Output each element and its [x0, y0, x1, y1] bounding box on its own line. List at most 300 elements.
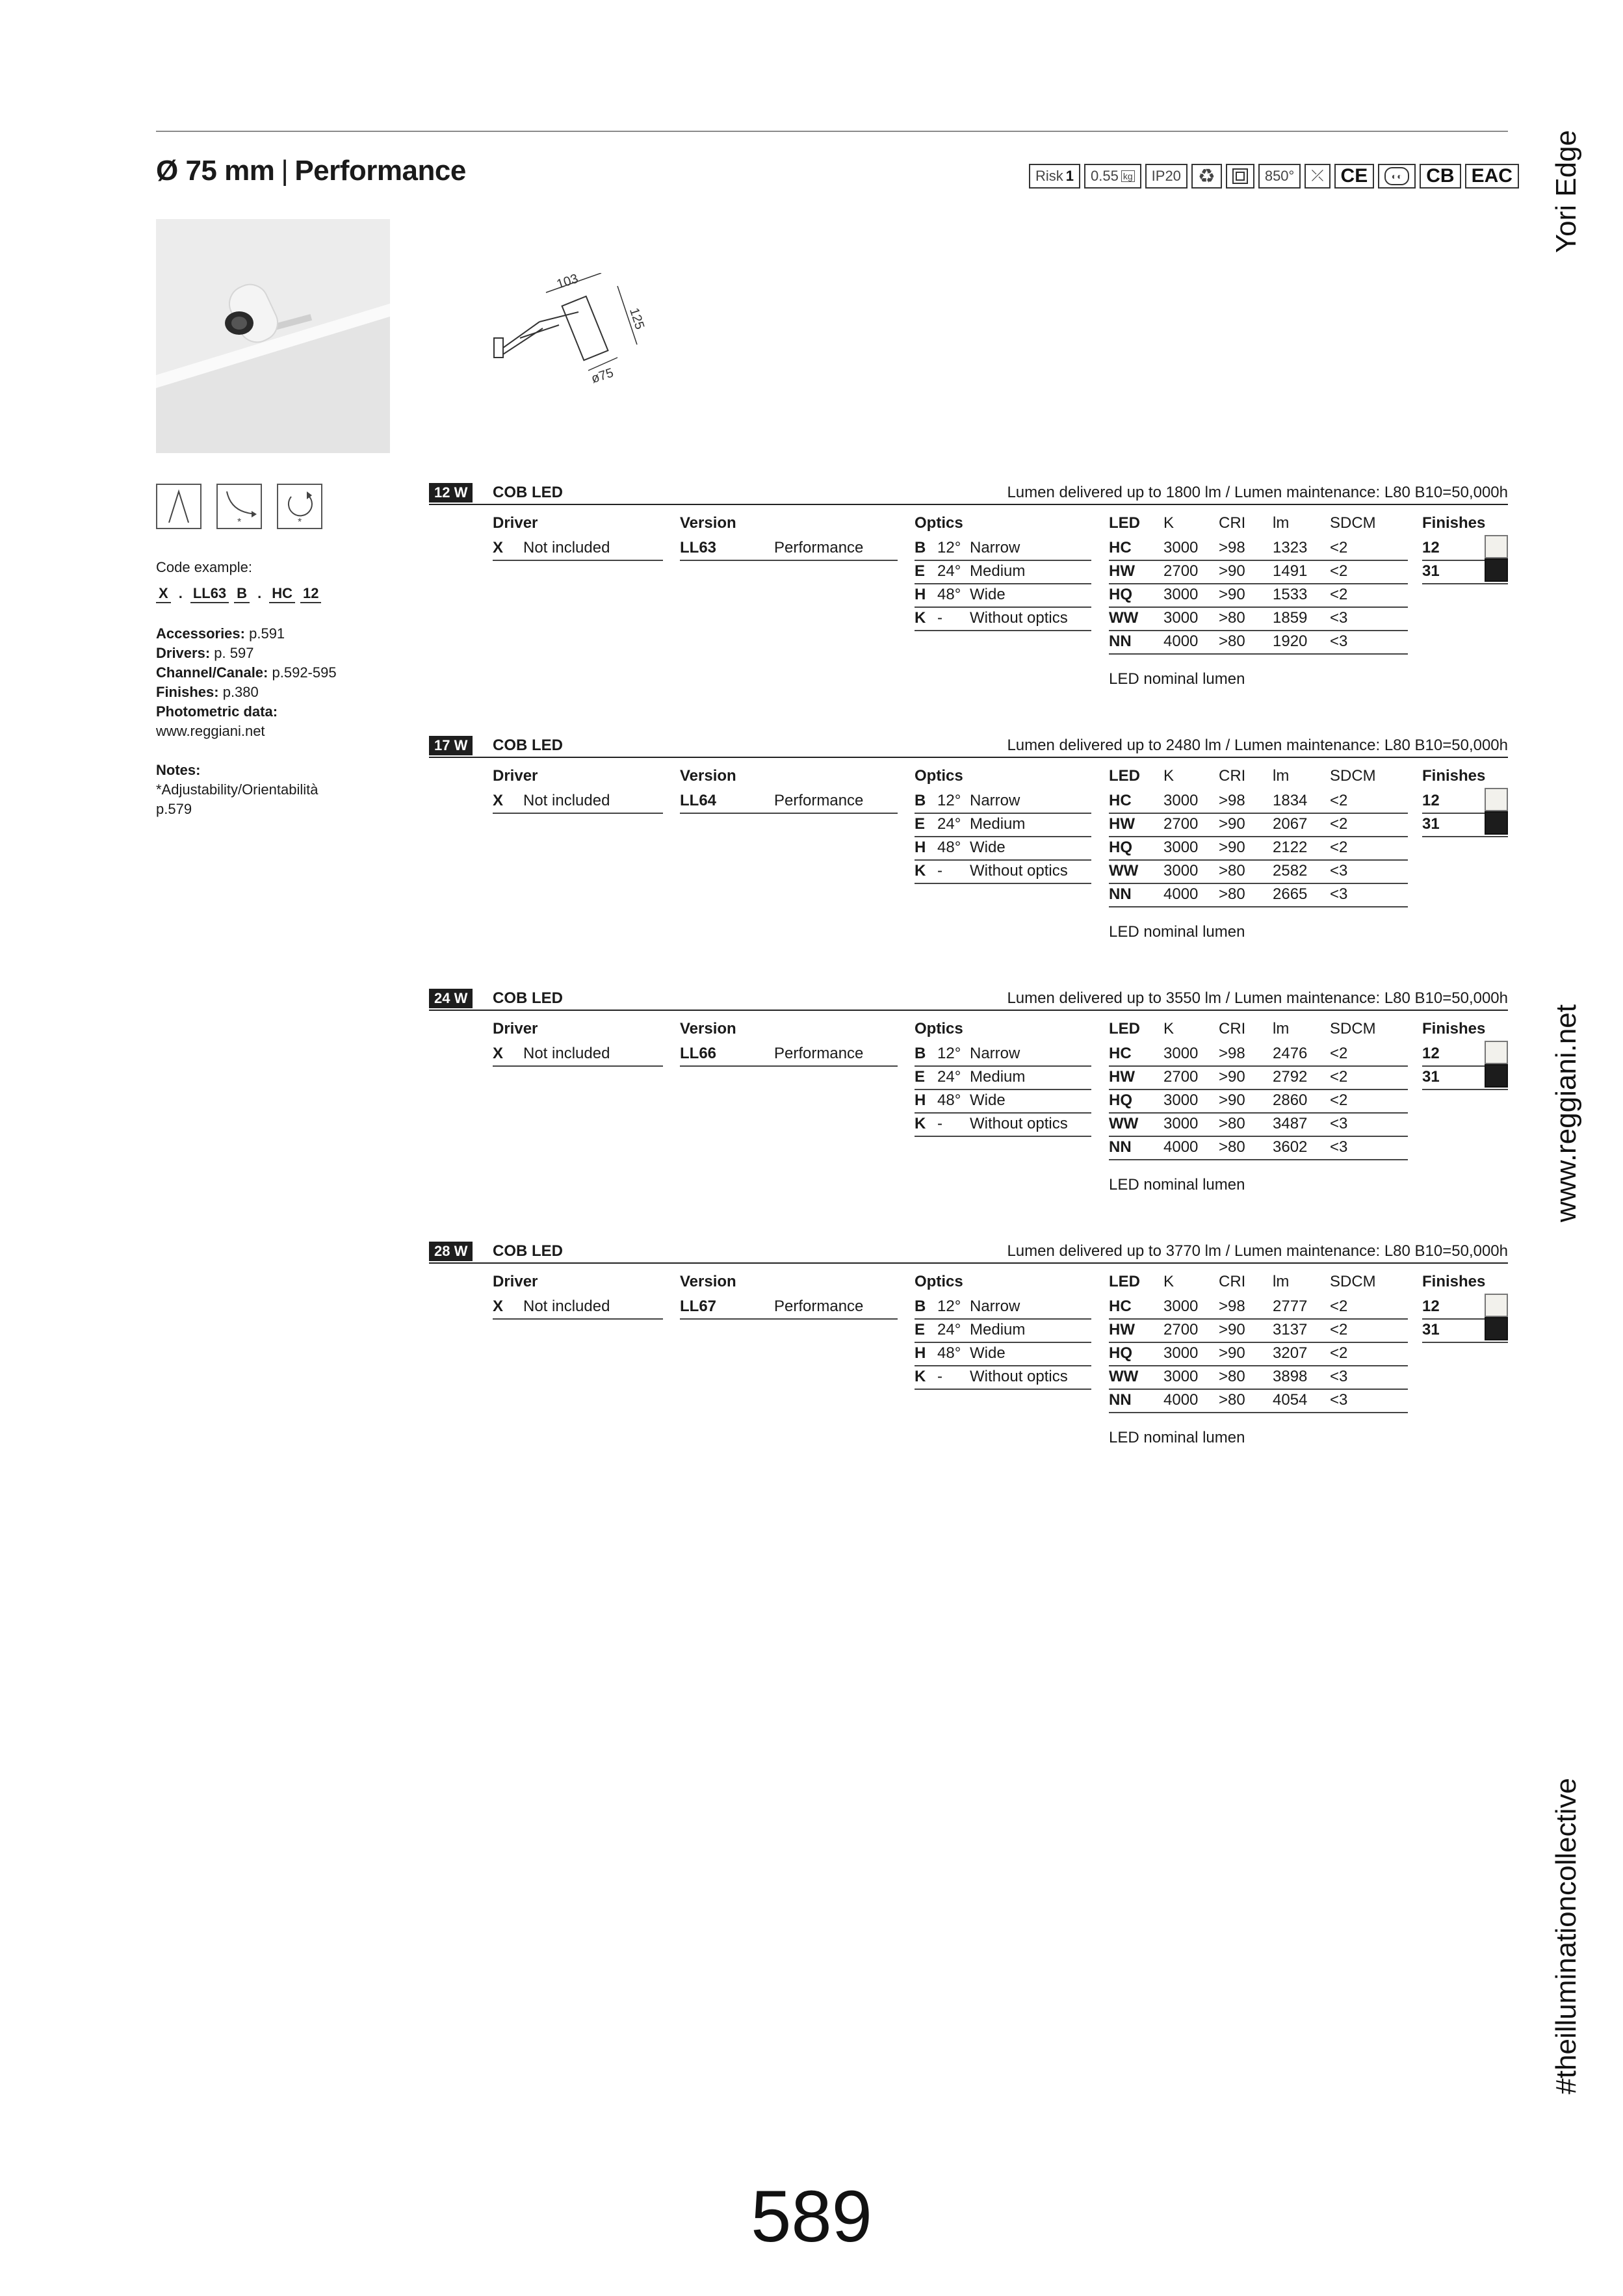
led-cri: >90: [1219, 586, 1245, 603]
svg-text:103: 103: [554, 273, 580, 292]
optics-code: B: [915, 1298, 926, 1315]
optics-code: E: [915, 815, 926, 833]
led-code: HQ: [1109, 1091, 1132, 1109]
row-divider: [915, 1389, 1091, 1390]
led-lumen: 3137: [1273, 1321, 1308, 1338]
code-driver: X: [156, 585, 171, 603]
row-divider: [915, 836, 1091, 837]
led-code: HQ: [1109, 586, 1132, 603]
optics-name: Wide: [970, 586, 1006, 603]
optics-name: Wide: [970, 839, 1006, 856]
optics-name: Without optics: [970, 1115, 1068, 1132]
source-type: COB LED: [493, 989, 563, 1007]
column-header-k: K: [1163, 767, 1175, 785]
driver-text: Not included: [523, 1298, 610, 1315]
references-block: Accessories: p.591 Drivers: p. 597 Channel/Canale: p.592-595 Finishes: p.380 Photometric data: www.reggiani.net: [156, 625, 337, 739]
product-section: [429, 483, 1508, 730]
row-divider: [1109, 1089, 1408, 1090]
product-section: [429, 736, 1508, 983]
eac-mark-icon: EAC: [1465, 164, 1519, 189]
recycle-icon: ♻: [1191, 164, 1222, 189]
optics-angle: 12°: [937, 539, 961, 556]
optics-name: Narrow: [970, 539, 1020, 556]
title-subtitle: Performance: [294, 155, 466, 187]
driver-code: X: [493, 792, 504, 809]
wattage-badge: 12 W: [429, 483, 473, 502]
version-code: LL63: [680, 539, 717, 556]
column-header-k: K: [1163, 1273, 1175, 1290]
led-kelvin: 3000: [1163, 792, 1199, 809]
led-cri: >80: [1219, 609, 1245, 627]
led-lumen: 1323: [1273, 539, 1308, 556]
column-header-optics: Optics: [915, 1273, 963, 1290]
rcm-mark-icon: ◐◐: [1378, 164, 1416, 189]
column-header-version: Version: [680, 514, 736, 532]
optics-code: H: [915, 839, 926, 856]
finish-code: 31: [1422, 1321, 1440, 1338]
column-header-optics: Optics: [915, 514, 963, 532]
led-sdcm: <2: [1330, 1344, 1348, 1362]
column-header-lm: lm: [1273, 1020, 1290, 1037]
rotation-icon: [277, 484, 322, 529]
led-code: HQ: [1109, 839, 1132, 856]
led-code: WW: [1109, 1115, 1139, 1132]
version-code: LL64: [680, 792, 717, 809]
section-header: [429, 736, 1508, 758]
column-header-sdcm: SDCM: [1330, 1273, 1376, 1290]
title-separator: |: [281, 155, 289, 187]
wattage-badge: 24 W: [429, 989, 473, 1008]
row-divider: [1109, 883, 1408, 884]
beam-angle-icon: [156, 484, 201, 529]
optics-code: K: [915, 862, 926, 880]
weight-badge: 0.55 kg: [1084, 164, 1141, 189]
driver-text: Not included: [523, 539, 610, 556]
column-header-finishes: Finishes: [1422, 1020, 1486, 1037]
column-header-finishes: Finishes: [1422, 514, 1486, 532]
optics-angle: 12°: [937, 792, 961, 809]
led-code: WW: [1109, 609, 1139, 627]
column-header-cri: CRI: [1219, 514, 1246, 532]
nominal-lumen-note: LED nominal lumen: [1109, 1429, 1245, 1446]
column-header-lm: lm: [1273, 767, 1290, 785]
led-code: HC: [1109, 792, 1132, 809]
column-header-led: LED: [1109, 1020, 1140, 1037]
optics-angle: -: [937, 862, 942, 880]
lumen-info: Lumen delivered up to 3550 lm / Lumen maintenance: L80 B10=50,000h: [1007, 989, 1508, 1007]
led-sdcm: <3: [1330, 1115, 1348, 1132]
row-divider: [915, 1318, 1091, 1320]
nominal-lumen-note: LED nominal lumen: [1109, 923, 1245, 941]
product-photo: [156, 219, 390, 453]
version-text: Performance: [774, 1045, 864, 1062]
svg-text:ø75: ø75: [590, 365, 616, 387]
column-header-cri: CRI: [1219, 1273, 1246, 1290]
finish-swatch: [1485, 1064, 1508, 1088]
led-kelvin: 3000: [1163, 1298, 1199, 1315]
led-lumen: 2122: [1273, 839, 1308, 856]
finish-code: 31: [1422, 1068, 1440, 1086]
led-kelvin: 3000: [1163, 1115, 1199, 1132]
row-divider: [1109, 906, 1408, 907]
led-cri: >90: [1219, 1321, 1245, 1338]
column-header-driver: Driver: [493, 1273, 538, 1290]
row-divider: [915, 1089, 1091, 1090]
row-divider: [915, 1365, 1091, 1366]
finish-swatch: [1485, 811, 1508, 835]
row-divider: [1109, 836, 1408, 837]
column-header-driver: Driver: [493, 514, 538, 532]
led-sdcm: <2: [1330, 1298, 1348, 1315]
finish-swatch: [1485, 535, 1508, 558]
glow-wire-badge: 850°: [1258, 164, 1301, 189]
row-divider: [915, 583, 1091, 584]
led-code: HC: [1109, 1045, 1132, 1062]
led-cri: >80: [1219, 1115, 1245, 1132]
hashtag-label: #theilluminationcollective: [1550, 1778, 1582, 2094]
wattage-badge: 17 W: [429, 736, 473, 755]
no-insulation-cover-icon: ⤫: [1305, 164, 1330, 189]
version-text: Performance: [774, 792, 864, 809]
finish-swatch: [1485, 1294, 1508, 1317]
finish-code: 31: [1422, 815, 1440, 833]
optics-angle: 24°: [937, 815, 961, 833]
column-header-driver: Driver: [493, 1020, 538, 1037]
column-header-lm: lm: [1273, 514, 1290, 532]
finish-swatch: [1485, 558, 1508, 582]
svg-text:125: 125: [627, 306, 647, 332]
cb-mark-icon: CB: [1420, 164, 1461, 189]
optics-name: Narrow: [970, 792, 1020, 809]
top-rule: [156, 131, 1508, 132]
led-sdcm: <2: [1330, 839, 1348, 856]
column-header-sdcm: SDCM: [1330, 514, 1376, 532]
optics-angle: -: [937, 609, 942, 627]
row-divider: [915, 859, 1091, 861]
optics-name: Medium: [970, 1068, 1026, 1086]
lumen-info: Lumen delivered up to 2480 lm / Lumen maintenance: L80 B10=50,000h: [1007, 737, 1508, 754]
led-kelvin: 3000: [1163, 1368, 1199, 1385]
led-cri: >80: [1219, 885, 1245, 903]
column-header-led: LED: [1109, 1273, 1140, 1290]
row-divider: [1109, 1318, 1408, 1320]
row-divider: [915, 1065, 1091, 1067]
lumen-info: Lumen delivered up to 3770 lm / Lumen maintenance: L80 B10=50,000h: [1007, 1242, 1508, 1260]
column-header-k: K: [1163, 514, 1175, 532]
row-divider: [493, 1318, 663, 1320]
section-header: [429, 1242, 1508, 1264]
led-lumen: 1920: [1273, 633, 1308, 650]
led-cri: >80: [1219, 1368, 1245, 1385]
led-sdcm: <2: [1330, 1321, 1348, 1338]
row-divider: [915, 1112, 1091, 1114]
led-kelvin: 3000: [1163, 539, 1199, 556]
row-divider: [915, 813, 1091, 814]
class-two-icon: [1226, 164, 1254, 189]
row-divider: [1109, 1065, 1408, 1067]
led-kelvin: 2700: [1163, 562, 1199, 580]
optics-name: Medium: [970, 562, 1026, 580]
optics-code: B: [915, 1045, 926, 1062]
finish-swatch: [1485, 1317, 1508, 1340]
optics-name: Without optics: [970, 1368, 1068, 1385]
led-kelvin: 4000: [1163, 1391, 1199, 1409]
led-lumen: 1533: [1273, 586, 1308, 603]
optics-code: K: [915, 609, 926, 627]
optics-code: B: [915, 792, 926, 809]
version-text: Performance: [774, 1298, 864, 1315]
column-header-version: Version: [680, 1273, 736, 1290]
led-code: NN: [1109, 633, 1132, 650]
led-sdcm: <2: [1330, 792, 1348, 809]
ce-mark-icon: CE: [1334, 164, 1375, 189]
row-divider: [915, 1136, 1091, 1137]
optics-code: H: [915, 586, 926, 603]
led-code: HQ: [1109, 1344, 1132, 1362]
svg-text:*: *: [298, 517, 302, 528]
led-code: HC: [1109, 1298, 1132, 1315]
led-cri: >80: [1219, 633, 1245, 650]
led-lumen: 2777: [1273, 1298, 1308, 1315]
certification-icons: [1029, 164, 1519, 189]
optics-angle: 24°: [937, 562, 961, 580]
row-divider: [493, 1065, 663, 1067]
page-number: 589: [751, 2176, 872, 2257]
row-divider: [1109, 560, 1408, 561]
finish-swatch: [1485, 1041, 1508, 1064]
led-lumen: 1491: [1273, 562, 1308, 580]
led-cri: >90: [1219, 815, 1245, 833]
column-header-led: LED: [1109, 514, 1140, 532]
led-kelvin: 4000: [1163, 885, 1199, 903]
led-sdcm: <3: [1330, 609, 1348, 627]
led-kelvin: 3000: [1163, 839, 1199, 856]
row-divider: [1109, 1159, 1408, 1160]
column-header-led: LED: [1109, 767, 1140, 785]
led-cri: >90: [1219, 1344, 1245, 1362]
led-sdcm: <2: [1330, 539, 1348, 556]
svg-text:*: *: [237, 517, 242, 528]
led-code: HW: [1109, 1068, 1135, 1086]
code-example: X . LL63 B . HC 12: [156, 585, 321, 603]
optics-code: B: [915, 539, 926, 556]
finish-swatch: [1485, 788, 1508, 811]
led-lumen: 4054: [1273, 1391, 1308, 1409]
optics-code: E: [915, 562, 926, 580]
notes-block: Notes: *Adjustability/Orientabilità p.579: [156, 762, 318, 817]
driver-code: X: [493, 1045, 504, 1062]
led-kelvin: 4000: [1163, 1138, 1199, 1156]
column-header-sdcm: SDCM: [1330, 1020, 1376, 1037]
source-type: COB LED: [493, 737, 563, 754]
optics-name: Wide: [970, 1091, 1006, 1109]
source-type: COB LED: [493, 1242, 563, 1260]
led-sdcm: <3: [1330, 885, 1348, 903]
row-divider: [1109, 630, 1408, 631]
led-sdcm: <2: [1330, 586, 1348, 603]
version-text: Performance: [774, 539, 864, 556]
led-kelvin: 3000: [1163, 1344, 1199, 1362]
row-divider: [1109, 1136, 1408, 1137]
led-lumen: 3487: [1273, 1115, 1308, 1132]
row-divider: [680, 560, 898, 561]
led-kelvin: 2700: [1163, 1068, 1199, 1086]
led-sdcm: <3: [1330, 1391, 1348, 1409]
row-divider: [1109, 1365, 1408, 1366]
led-code: NN: [1109, 1138, 1132, 1156]
led-cri: >98: [1219, 539, 1245, 556]
led-lumen: 3207: [1273, 1344, 1308, 1362]
driver-code: X: [493, 539, 504, 556]
optics-code: K: [915, 1368, 926, 1385]
code-version: LL63: [190, 585, 229, 603]
row-divider: [1422, 836, 1508, 837]
brand-label: Yori Edge: [1550, 130, 1582, 254]
led-code: HC: [1109, 539, 1132, 556]
optics-name: Without optics: [970, 609, 1068, 627]
optics-name: Narrow: [970, 1045, 1020, 1062]
optics-angle: 24°: [937, 1321, 961, 1338]
column-header-finishes: Finishes: [1422, 767, 1486, 785]
section-header: [429, 483, 1508, 505]
led-sdcm: <3: [1330, 862, 1348, 880]
column-header-lm: lm: [1273, 1273, 1290, 1290]
led-code: HW: [1109, 562, 1135, 580]
source-type: COB LED: [493, 484, 563, 501]
led-lumen: 2067: [1273, 815, 1308, 833]
led-cri: >98: [1219, 1045, 1245, 1062]
column-header-k: K: [1163, 1020, 1175, 1037]
product-section: [429, 989, 1508, 1236]
optics-name: Without optics: [970, 862, 1068, 880]
row-divider: [915, 607, 1091, 608]
column-header-cri: CRI: [1219, 767, 1246, 785]
product-section: [429, 1242, 1508, 1489]
row-divider: [915, 630, 1091, 631]
row-divider: [1109, 859, 1408, 861]
row-divider: [1109, 1112, 1408, 1114]
led-kelvin: 3000: [1163, 1045, 1199, 1062]
led-lumen: 3602: [1273, 1138, 1308, 1156]
column-header-driver: Driver: [493, 767, 538, 785]
finish-code: 31: [1422, 562, 1440, 580]
optics-code: E: [915, 1321, 926, 1338]
led-code: NN: [1109, 1391, 1132, 1409]
version-code: LL67: [680, 1298, 717, 1315]
optics-code: E: [915, 1068, 926, 1086]
led-kelvin: 2700: [1163, 815, 1199, 833]
optics-angle: 48°: [937, 586, 961, 603]
led-cri: >80: [1219, 1391, 1245, 1409]
dimension-drawing: [481, 273, 676, 406]
row-divider: [1422, 583, 1508, 584]
led-sdcm: <2: [1330, 1045, 1348, 1062]
optics-angle: 24°: [937, 1068, 961, 1086]
led-sdcm: <2: [1330, 815, 1348, 833]
column-header-version: Version: [680, 767, 736, 785]
column-header-optics: Optics: [915, 767, 963, 785]
led-lumen: 2792: [1273, 1068, 1308, 1086]
row-divider: [1422, 1089, 1508, 1090]
column-header-optics: Optics: [915, 1020, 963, 1037]
nominal-lumen-note: LED nominal lumen: [1109, 670, 1245, 688]
led-cri: >98: [1219, 1298, 1245, 1315]
page-title: [156, 155, 466, 187]
website-label: www.reggiani.net: [1550, 1004, 1582, 1223]
row-divider: [680, 1318, 898, 1320]
finish-code: 12: [1422, 1045, 1440, 1062]
led-code: HW: [1109, 1321, 1135, 1338]
led-kelvin: 3000: [1163, 862, 1199, 880]
row-divider: [1422, 1342, 1508, 1343]
led-kelvin: 3000: [1163, 609, 1199, 627]
row-divider: [1109, 607, 1408, 608]
driver-text: Not included: [523, 792, 610, 809]
led-cri: >90: [1219, 1091, 1245, 1109]
led-code: WW: [1109, 1368, 1139, 1385]
led-sdcm: <3: [1330, 1138, 1348, 1156]
led-lumen: 3898: [1273, 1368, 1308, 1385]
led-lumen: 2476: [1273, 1045, 1308, 1062]
led-code: WW: [1109, 862, 1139, 880]
led-cri: >90: [1219, 562, 1245, 580]
led-lumen: 1834: [1273, 792, 1308, 809]
led-lumen: 1859: [1273, 609, 1308, 627]
row-divider: [493, 560, 663, 561]
lumen-info: Lumen delivered up to 1800 lm / Lumen maintenance: L80 B10=50,000h: [1007, 484, 1508, 501]
title-diameter: Ø 75 mm: [156, 155, 275, 187]
column-header-sdcm: SDCM: [1330, 767, 1376, 785]
row-divider: [1109, 1389, 1408, 1390]
led-lumen: 2665: [1273, 885, 1308, 903]
led-sdcm: <2: [1330, 562, 1348, 580]
optics-code: H: [915, 1091, 926, 1109]
tilt-icon: [216, 484, 262, 529]
row-divider: [680, 1065, 898, 1067]
optics-angle: 12°: [937, 1045, 961, 1062]
led-kelvin: 4000: [1163, 633, 1199, 650]
code-finish: 12: [300, 585, 321, 603]
led-sdcm: <3: [1330, 1368, 1348, 1385]
led-cri: >98: [1219, 792, 1245, 809]
led-sdcm: <3: [1330, 633, 1348, 650]
optics-angle: -: [937, 1368, 942, 1385]
led-code: HW: [1109, 815, 1135, 833]
code-led: HC: [269, 585, 295, 603]
nominal-lumen-note: LED nominal lumen: [1109, 1176, 1245, 1194]
led-cri: >90: [1219, 1068, 1245, 1086]
risk-badge: Risk 1: [1029, 164, 1080, 189]
row-divider: [1109, 653, 1408, 655]
led-cri: >80: [1219, 1138, 1245, 1156]
row-divider: [680, 813, 898, 814]
row-divider: [1109, 1342, 1408, 1343]
optics-name: Wide: [970, 1344, 1006, 1362]
row-divider: [1109, 813, 1408, 814]
code-optics: B: [234, 585, 250, 603]
finish-code: 12: [1422, 1298, 1440, 1315]
row-divider: [915, 883, 1091, 884]
optics-code: H: [915, 1344, 926, 1362]
wattage-badge: 28 W: [429, 1242, 473, 1261]
row-divider: [915, 560, 1091, 561]
led-cri: >90: [1219, 839, 1245, 856]
finish-code: 12: [1422, 539, 1440, 556]
row-divider: [915, 1342, 1091, 1343]
led-lumen: 2582: [1273, 862, 1308, 880]
optics-angle: 48°: [937, 1344, 961, 1362]
led-sdcm: <2: [1330, 1091, 1348, 1109]
